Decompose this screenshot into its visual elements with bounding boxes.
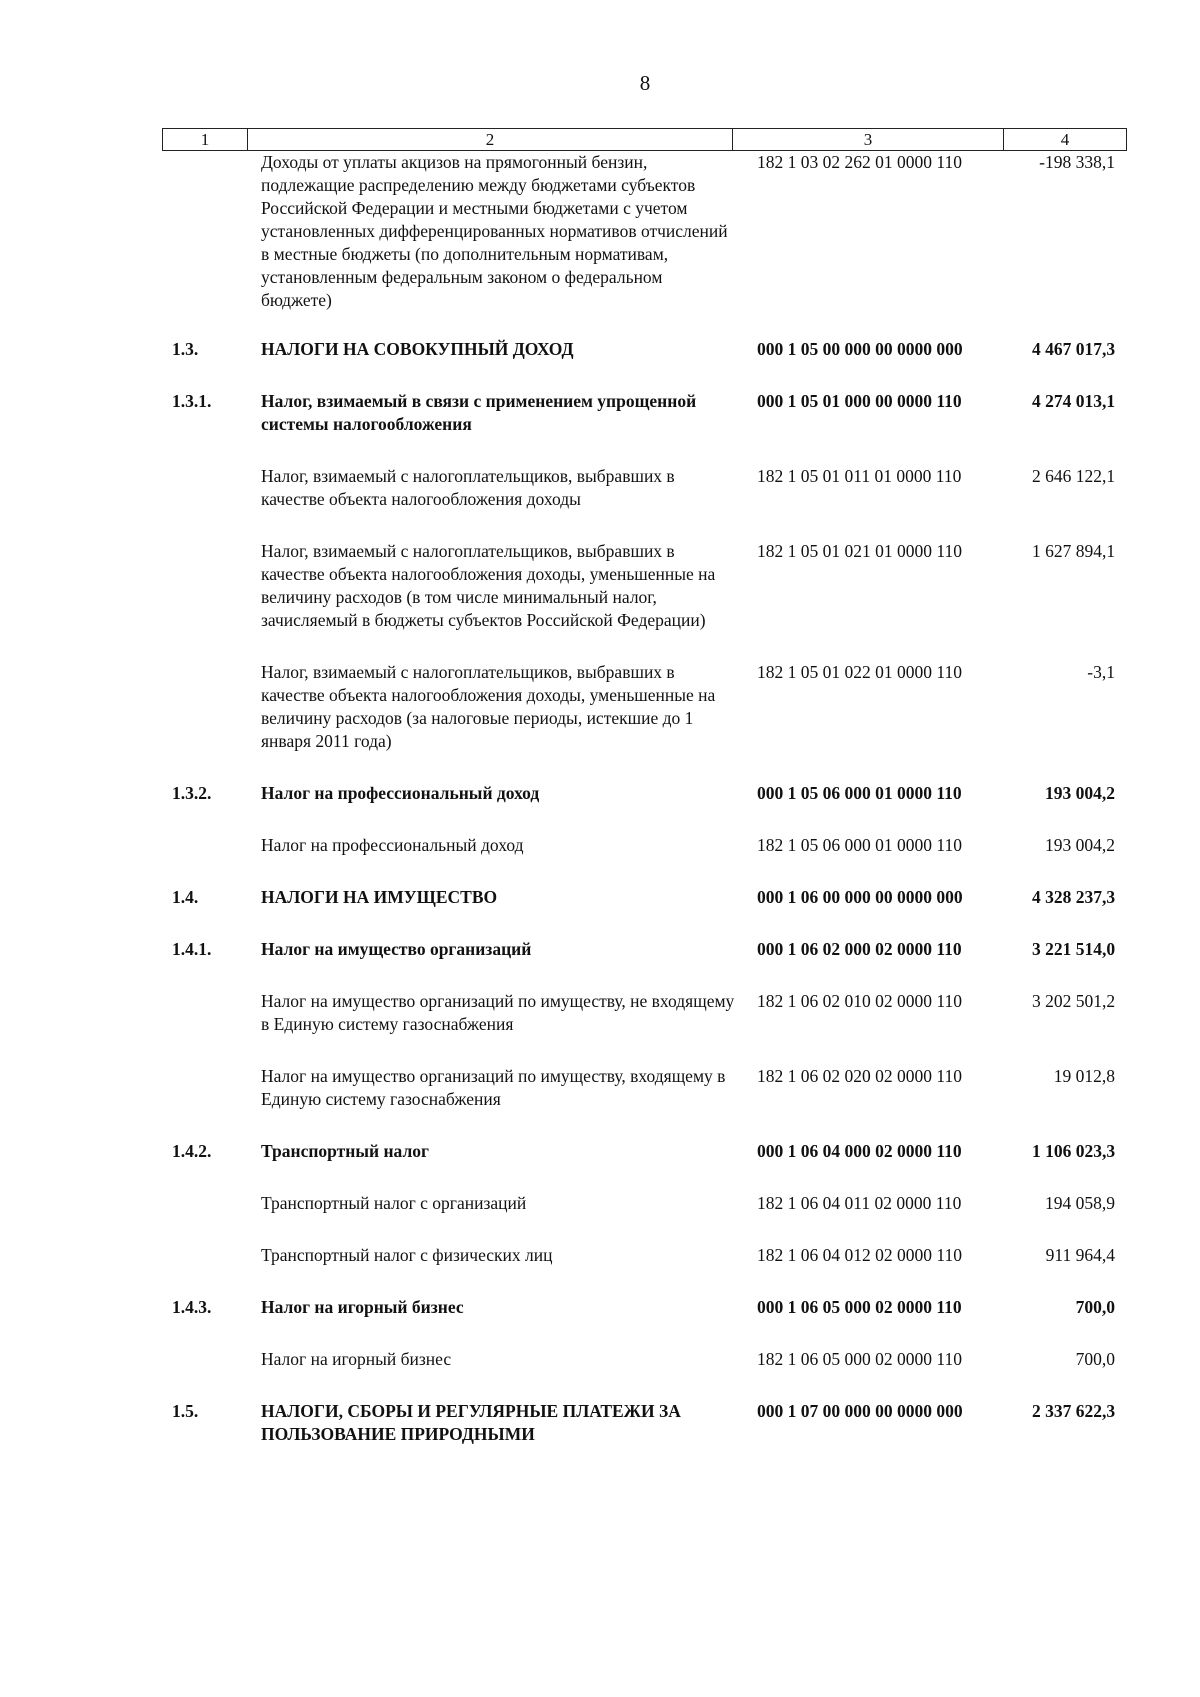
column-header-4: 4 (1003, 129, 1126, 150)
row-name: НАЛОГИ НА ИМУЩЕСТВО (261, 887, 498, 907)
row-name: Налог, взимаемый с налогоплательщиков, выбравших в качестве объекта налогообложения доходы (261, 466, 675, 509)
row-code: 182 1 06 02 020 02 0000 110 (757, 1066, 962, 1086)
row-name: Транспортный налог с физических лиц (261, 1245, 553, 1265)
row-code: 000 1 06 05 000 02 0000 110 (757, 1297, 962, 1317)
page-number: 8 (639, 71, 651, 95)
row-name: Налог, взимаемый с налогоплательщиков, выбравших в качестве объекта налогообложения доходы, уменьшенные на величину расходов (в том числе минимальный налог, зачисляемый в бюджеты субъектов Российской Федерации) (261, 541, 716, 630)
table-row (162, 1192, 1127, 1215)
row-amount: 1 106 023,3 (1032, 1141, 1116, 1161)
row-name: Налог на имущество организаций по имуществу, входящему в Единую систему газоснабжения (261, 1066, 726, 1109)
table-row (162, 338, 1127, 361)
row-name: Налог на профессиональный доход (261, 835, 524, 855)
row-amount: 193 004,2 (1045, 783, 1115, 803)
row-code: 182 1 05 01 011 01 0000 110 (757, 466, 962, 486)
row-number (162, 1065, 260, 1111)
table-row (162, 1296, 1127, 1319)
row-number: 1.4. (172, 887, 199, 907)
row-name: Доходы от уплаты акцизов на прямогонный бензин, подлежащие распределению между бюджетами субъектов Российской Федерации и местными бюджетами с учетом установленных дифференцированных нормативов отчислений в местные бюджеты (по дополнительным нормативам, установленным федеральным законом о федеральном бюджете) (261, 152, 728, 310)
column-header-row (162, 128, 1127, 151)
column-header-1: 1 (200, 130, 210, 149)
row-number (162, 661, 260, 753)
table-row (162, 661, 1127, 753)
row-number: 1.4.1. (172, 939, 212, 959)
table-row (162, 782, 1127, 805)
table-row (162, 151, 1127, 312)
row-amount: 4 328 237,3 (1032, 887, 1116, 907)
row-code: 000 1 06 04 000 02 0000 110 (757, 1141, 962, 1161)
row-number: 1.3.1. (172, 391, 212, 411)
table-row (162, 886, 1127, 909)
row-code: 182 1 06 05 000 02 0000 110 (757, 1349, 962, 1369)
table-row (162, 1065, 1127, 1111)
row-amount: 194 058,9 (1045, 1193, 1115, 1213)
row-amount: 4 467 017,3 (1032, 339, 1116, 359)
row-code: 000 1 05 01 000 00 0000 110 (757, 391, 962, 411)
row-code: 182 1 06 04 011 02 0000 110 (757, 1193, 962, 1213)
row-number: 1.5. (172, 1401, 199, 1421)
row-amount: 4 274 013,1 (1032, 391, 1116, 411)
row-amount: -198 338,1 (1039, 152, 1115, 172)
row-name: Налог на имущество организаций по имуществу, не входящему в Единую систему газоснабжения (261, 991, 735, 1034)
row-number (162, 1244, 260, 1267)
row-name: Налог на игорный бизнес (261, 1349, 452, 1369)
table-body (162, 151, 1127, 1446)
column-header-2: 2 (247, 129, 732, 150)
row-code: 000 1 05 06 000 01 0000 110 (757, 783, 962, 803)
row-number: 1.4.3. (172, 1297, 212, 1317)
table-row (162, 1244, 1127, 1267)
row-code: 182 1 05 06 000 01 0000 110 (757, 835, 962, 855)
row-code: 182 1 05 01 022 01 0000 110 (757, 662, 962, 682)
row-amount: 1 627 894,1 (1032, 541, 1116, 561)
row-code: 182 1 03 02 262 01 0000 110 (757, 152, 962, 172)
row-name: Налог на профессиональный доход (261, 783, 540, 803)
row-number (162, 1192, 260, 1215)
row-code: 182 1 06 02 010 02 0000 110 (757, 991, 962, 1011)
table-row (162, 834, 1127, 857)
column-header-3: 3 (732, 129, 1003, 150)
row-name: Налог на игорный бизнес (261, 1297, 464, 1317)
row-name: Налог на имущество организаций (261, 939, 532, 959)
row-amount: 19 012,8 (1053, 1066, 1115, 1086)
table-row (162, 390, 1127, 436)
row-amount: 193 004,2 (1045, 835, 1115, 855)
table-row (162, 540, 1127, 632)
row-name: Транспортный налог с организаций (261, 1193, 527, 1213)
row-code: 000 1 07 00 000 00 0000 000 (757, 1401, 963, 1421)
row-code: 182 1 06 04 012 02 0000 110 (757, 1245, 962, 1265)
table-row (162, 990, 1127, 1036)
revenue-table (162, 128, 1127, 1475)
row-amount: 2 646 122,1 (1032, 466, 1116, 486)
table-row (162, 465, 1127, 511)
row-amount: 911 964,4 (1045, 1245, 1115, 1265)
table-row (162, 1348, 1127, 1371)
row-name: Налог, взимаемый с налогоплательщиков, выбравших в качестве объекта налогообложения доходы, уменьшенные на величину расходов (за налоговые периоды, истекшие до 1 января 2011 года) (261, 662, 716, 751)
table-row (162, 1140, 1127, 1163)
row-amount: 700,0 (1075, 1349, 1115, 1369)
row-number (162, 834, 260, 857)
row-code: 182 1 05 01 021 01 0000 110 (757, 541, 962, 561)
row-name: Налог, взимаемый в связи с применением упрощенной системы налогообложения (261, 391, 697, 434)
row-amount: 700,0 (1075, 1297, 1115, 1317)
row-code: 000 1 06 02 000 02 0000 110 (757, 939, 962, 959)
row-amount: 3 202 501,2 (1032, 991, 1116, 1011)
row-number: 1.3. (172, 339, 199, 359)
row-number: 1.4.2. (172, 1141, 212, 1161)
row-code: 000 1 06 00 000 00 0000 000 (757, 887, 963, 907)
row-number (162, 990, 260, 1036)
row-amount: 3 221 514,0 (1032, 939, 1116, 959)
row-code: 000 1 05 00 000 00 0000 000 (757, 339, 963, 359)
row-name: НАЛОГИ НА СОВОКУПНЫЙ ДОХОД (261, 339, 574, 359)
table-row (162, 938, 1127, 961)
table-row (162, 1400, 1127, 1446)
row-number (162, 465, 260, 511)
row-number: 1.3.2. (172, 783, 212, 803)
row-name: Транспортный налог (261, 1141, 429, 1161)
row-amount: -3,1 (1087, 662, 1115, 682)
row-name: НАЛОГИ, СБОРЫ И РЕГУЛЯРНЫЕ ПЛАТЕЖИ ЗА ПОЛЬЗОВАНИЕ ПРИРОДНЫМИ (261, 1401, 681, 1444)
row-number (162, 1348, 260, 1371)
row-number (162, 151, 260, 312)
row-amount: 2 337 622,3 (1032, 1401, 1116, 1421)
row-number (162, 540, 260, 632)
